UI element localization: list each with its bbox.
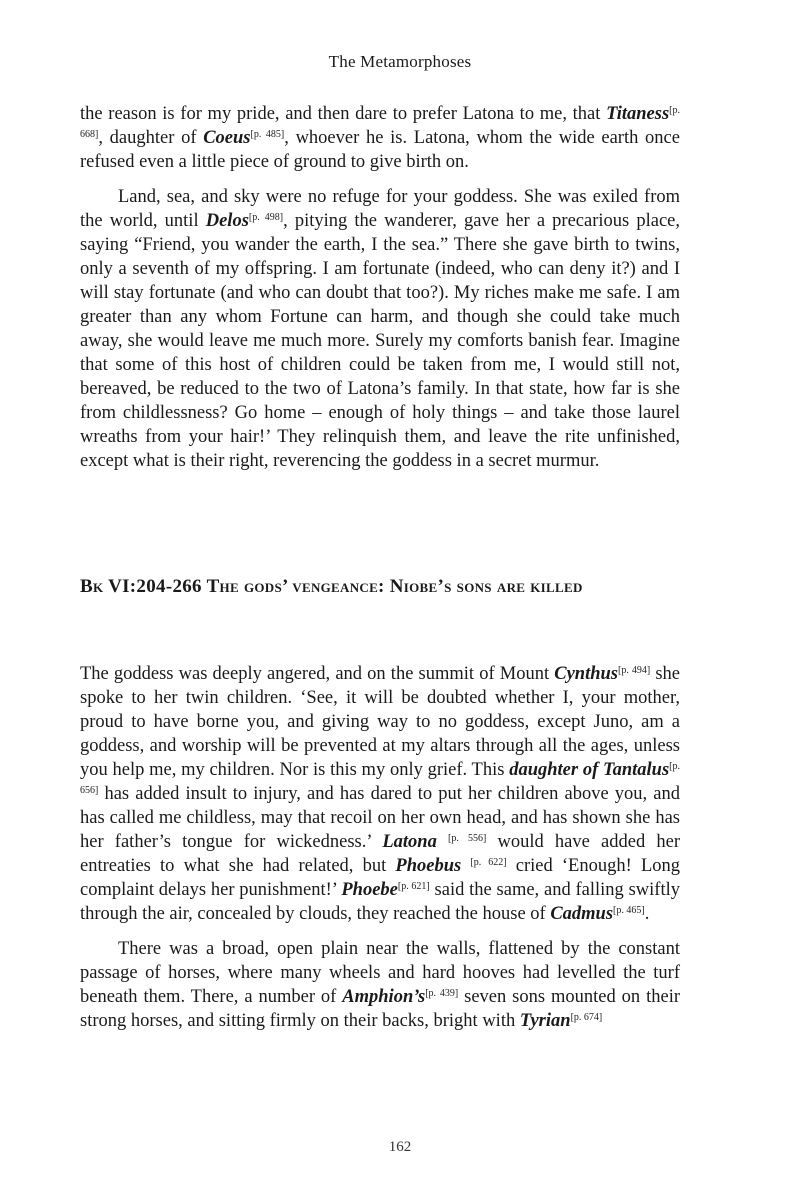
running-title: The Metamorphoses bbox=[328, 52, 472, 71]
glossary-link[interactable]: Tyrian bbox=[519, 1011, 571, 1031]
page-reference[interactable]: [p. 668] bbox=[80, 105, 680, 140]
glossary-link[interactable]: Delos bbox=[205, 211, 249, 231]
page-reference[interactable]: [p. 656] bbox=[80, 761, 680, 796]
page-reference[interactable]: [p. 494] bbox=[618, 665, 651, 676]
page-reference[interactable]: [p. 621] bbox=[397, 881, 430, 892]
page-reference[interactable]: [p. 465] bbox=[613, 905, 645, 916]
glossary-link[interactable]: daughter of Tantalus bbox=[509, 760, 670, 780]
page-reference[interactable]: [p. 439] bbox=[425, 988, 459, 999]
glossary-link[interactable]: Cynthus bbox=[554, 664, 618, 684]
glossary-link[interactable]: Latona bbox=[382, 832, 437, 852]
page-number: 162 bbox=[388, 1139, 412, 1155]
glossary-link[interactable]: Titaness bbox=[606, 104, 670, 124]
glossary-link[interactable]: Phoebus bbox=[395, 856, 462, 876]
page-reference[interactable]: [p. 556] bbox=[448, 833, 487, 844]
paragraph: Land, sea, and sky were no refuge for your goddess. She was exiled from the world, until Delos[p. 498], pitying the wanderer, gave her a precarious place, saying “Friend, you wander the earth, I the sea.” There she gave birth to twins, only a seventh of my offspring. I am fortunate (indeed, who can deny it?) and I will stay fortunate (and who can doubt that too?). My riches make me safe. I am greater than any whom Fortune can harm, and though she could take much away, she would leave me much more. Surely my comforts banish fear. Imagine that some of this host of children could be taken from me, I would still not, bereaved, be reduced to the two of Latona’s family. In that state, how far is she from childlessness? Go home – enough of holy things – and take those laurel wreaths from your hair!’ They relinquish them, and leave the rite unfinished, except what is their right, reverencing the goddess in a secret murmur. bbox=[80, 187, 681, 471]
page-reference[interactable]: [p. 622] bbox=[470, 857, 507, 868]
page-reference[interactable]: [p. 498] bbox=[248, 212, 284, 223]
page-reference[interactable]: [p. 485] bbox=[250, 129, 285, 140]
section-heading: Bk VI:204-266 The gods’ vengeance: Niobe’s sons are killed bbox=[80, 576, 583, 597]
body-text-top bbox=[80, 102, 680, 484]
page-reference[interactable]: [p. 674] bbox=[570, 1012, 603, 1023]
glossary-link[interactable]: Phoebe bbox=[341, 880, 398, 900]
paragraph: the reason is for my pride, and then dare to prefer Latona to me, that Titaness[p. 668], daughter of Coeus[p. 485], whoever he is. Latona, whom the wide earth once refused even a little piece of ground to give birth on. bbox=[80, 104, 680, 172]
glossary-link[interactable]: Coeus bbox=[203, 128, 251, 148]
paragraph: The goddess was deeply angered, and on the summit of Mount Cynthus[p. 494] she spoke to her twin children. ‘See, it will be doubted whether I, your mother, proud to have borne you, and giving way to no goddess, except Juno, am a goddess, and worship will be prevented at my altars through all the ages, unless you help me, my children. Nor is this my only grief. This daughter of Tantalus[p. 656] has added insult to injury, and has dared to put her children above you, and has called me childless, may that recoil on her own head, and has shown she has her father’s tongue for wickedness.’ Latona [p. 556] would have added her entreaties to what she had related, but Phoebus [p. 622] cried ‘Enough! Long complaint delays her punishment!’ Phoebe[p. 621] said the same, and falling swiftly through the air, concealed by clouds, they reached the house of Cadmus[p. 465]. bbox=[80, 664, 681, 924]
paragraph: There was a broad, open plain near the walls, flattened by the constant passage of horses, where many wheels and hard hooves had levelled the turf beneath them. There, a number of Amphion’s[p. 439] seven sons mounted on their strong horses, and sitting firmly on their backs, bright with Tyrian[p. 674] bbox=[80, 939, 680, 1031]
glossary-link[interactable]: Amphion’s bbox=[342, 987, 426, 1007]
glossary-link[interactable]: Cadmus bbox=[550, 904, 614, 924]
body-text-bottom bbox=[80, 662, 680, 1044]
